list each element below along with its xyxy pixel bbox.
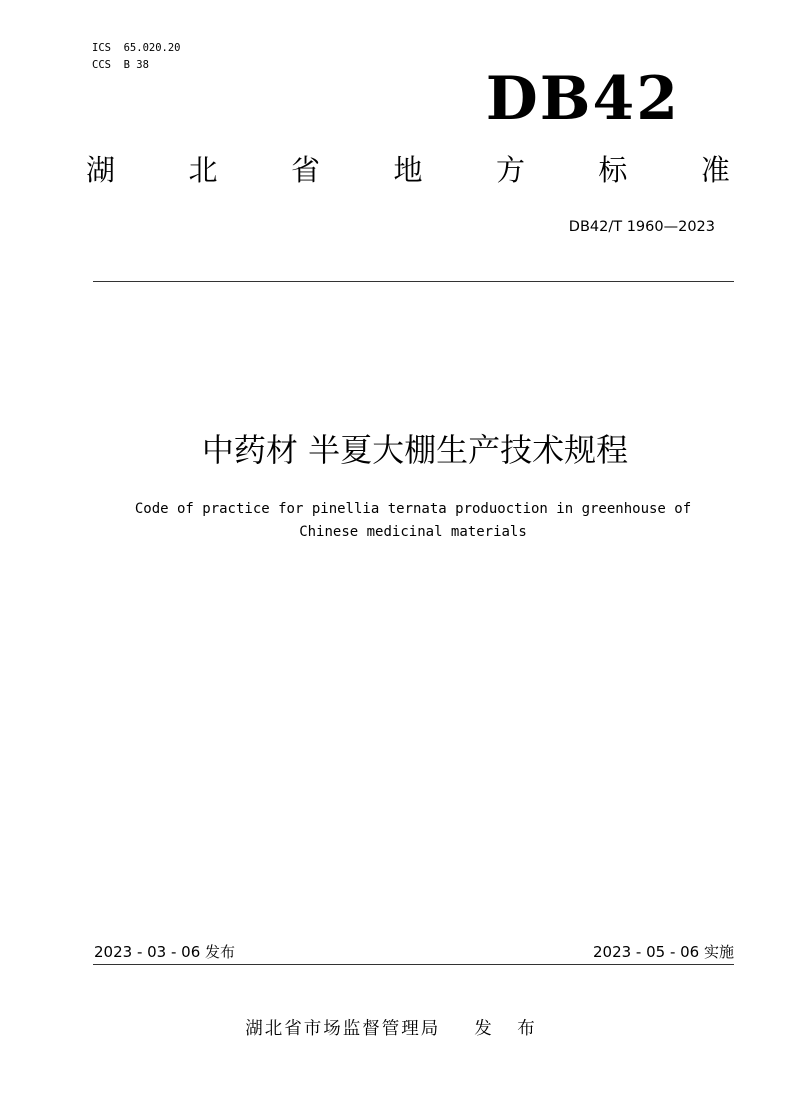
header-divider bbox=[93, 281, 734, 282]
issuer-line bbox=[0, 1017, 790, 1041]
document-title-zh: 中药材 半夏大棚生产技术规程 bbox=[201, 431, 629, 469]
issuing-authority: 湖北省市场监督管理局 bbox=[245, 1019, 441, 1039]
category-char: 地 bbox=[393, 153, 423, 187]
category-char: 方 bbox=[495, 153, 525, 187]
document-title-en bbox=[95, 498, 731, 544]
title-en-line: Code of practice for pinellia ternata produoction in greenhouse of bbox=[134, 501, 692, 517]
standard-category bbox=[86, 150, 730, 190]
issue-label: 发 布 bbox=[474, 1019, 545, 1039]
category-char: 北 bbox=[188, 153, 218, 187]
effective-date: 2023 - 05 - 06 实施 bbox=[592, 943, 734, 961]
publish-date: 2023 - 03 - 06 发布 bbox=[94, 943, 236, 961]
category-char: 湖 bbox=[86, 153, 116, 187]
ics-code: ICS 65.020.20 bbox=[92, 42, 181, 54]
category-char: 准 bbox=[700, 153, 730, 187]
category-char: 标 bbox=[598, 153, 628, 187]
footer-divider bbox=[93, 964, 734, 965]
category-char: 省 bbox=[290, 153, 320, 187]
standard-number: DB42/T 1960—2023 bbox=[568, 219, 715, 235]
title-en-line: Chinese medicinal materials bbox=[299, 524, 527, 540]
ccs-code: CCS B 38 bbox=[92, 59, 149, 71]
classification-codes bbox=[92, 40, 181, 74]
standard-logo: DB42 bbox=[485, 64, 680, 134]
